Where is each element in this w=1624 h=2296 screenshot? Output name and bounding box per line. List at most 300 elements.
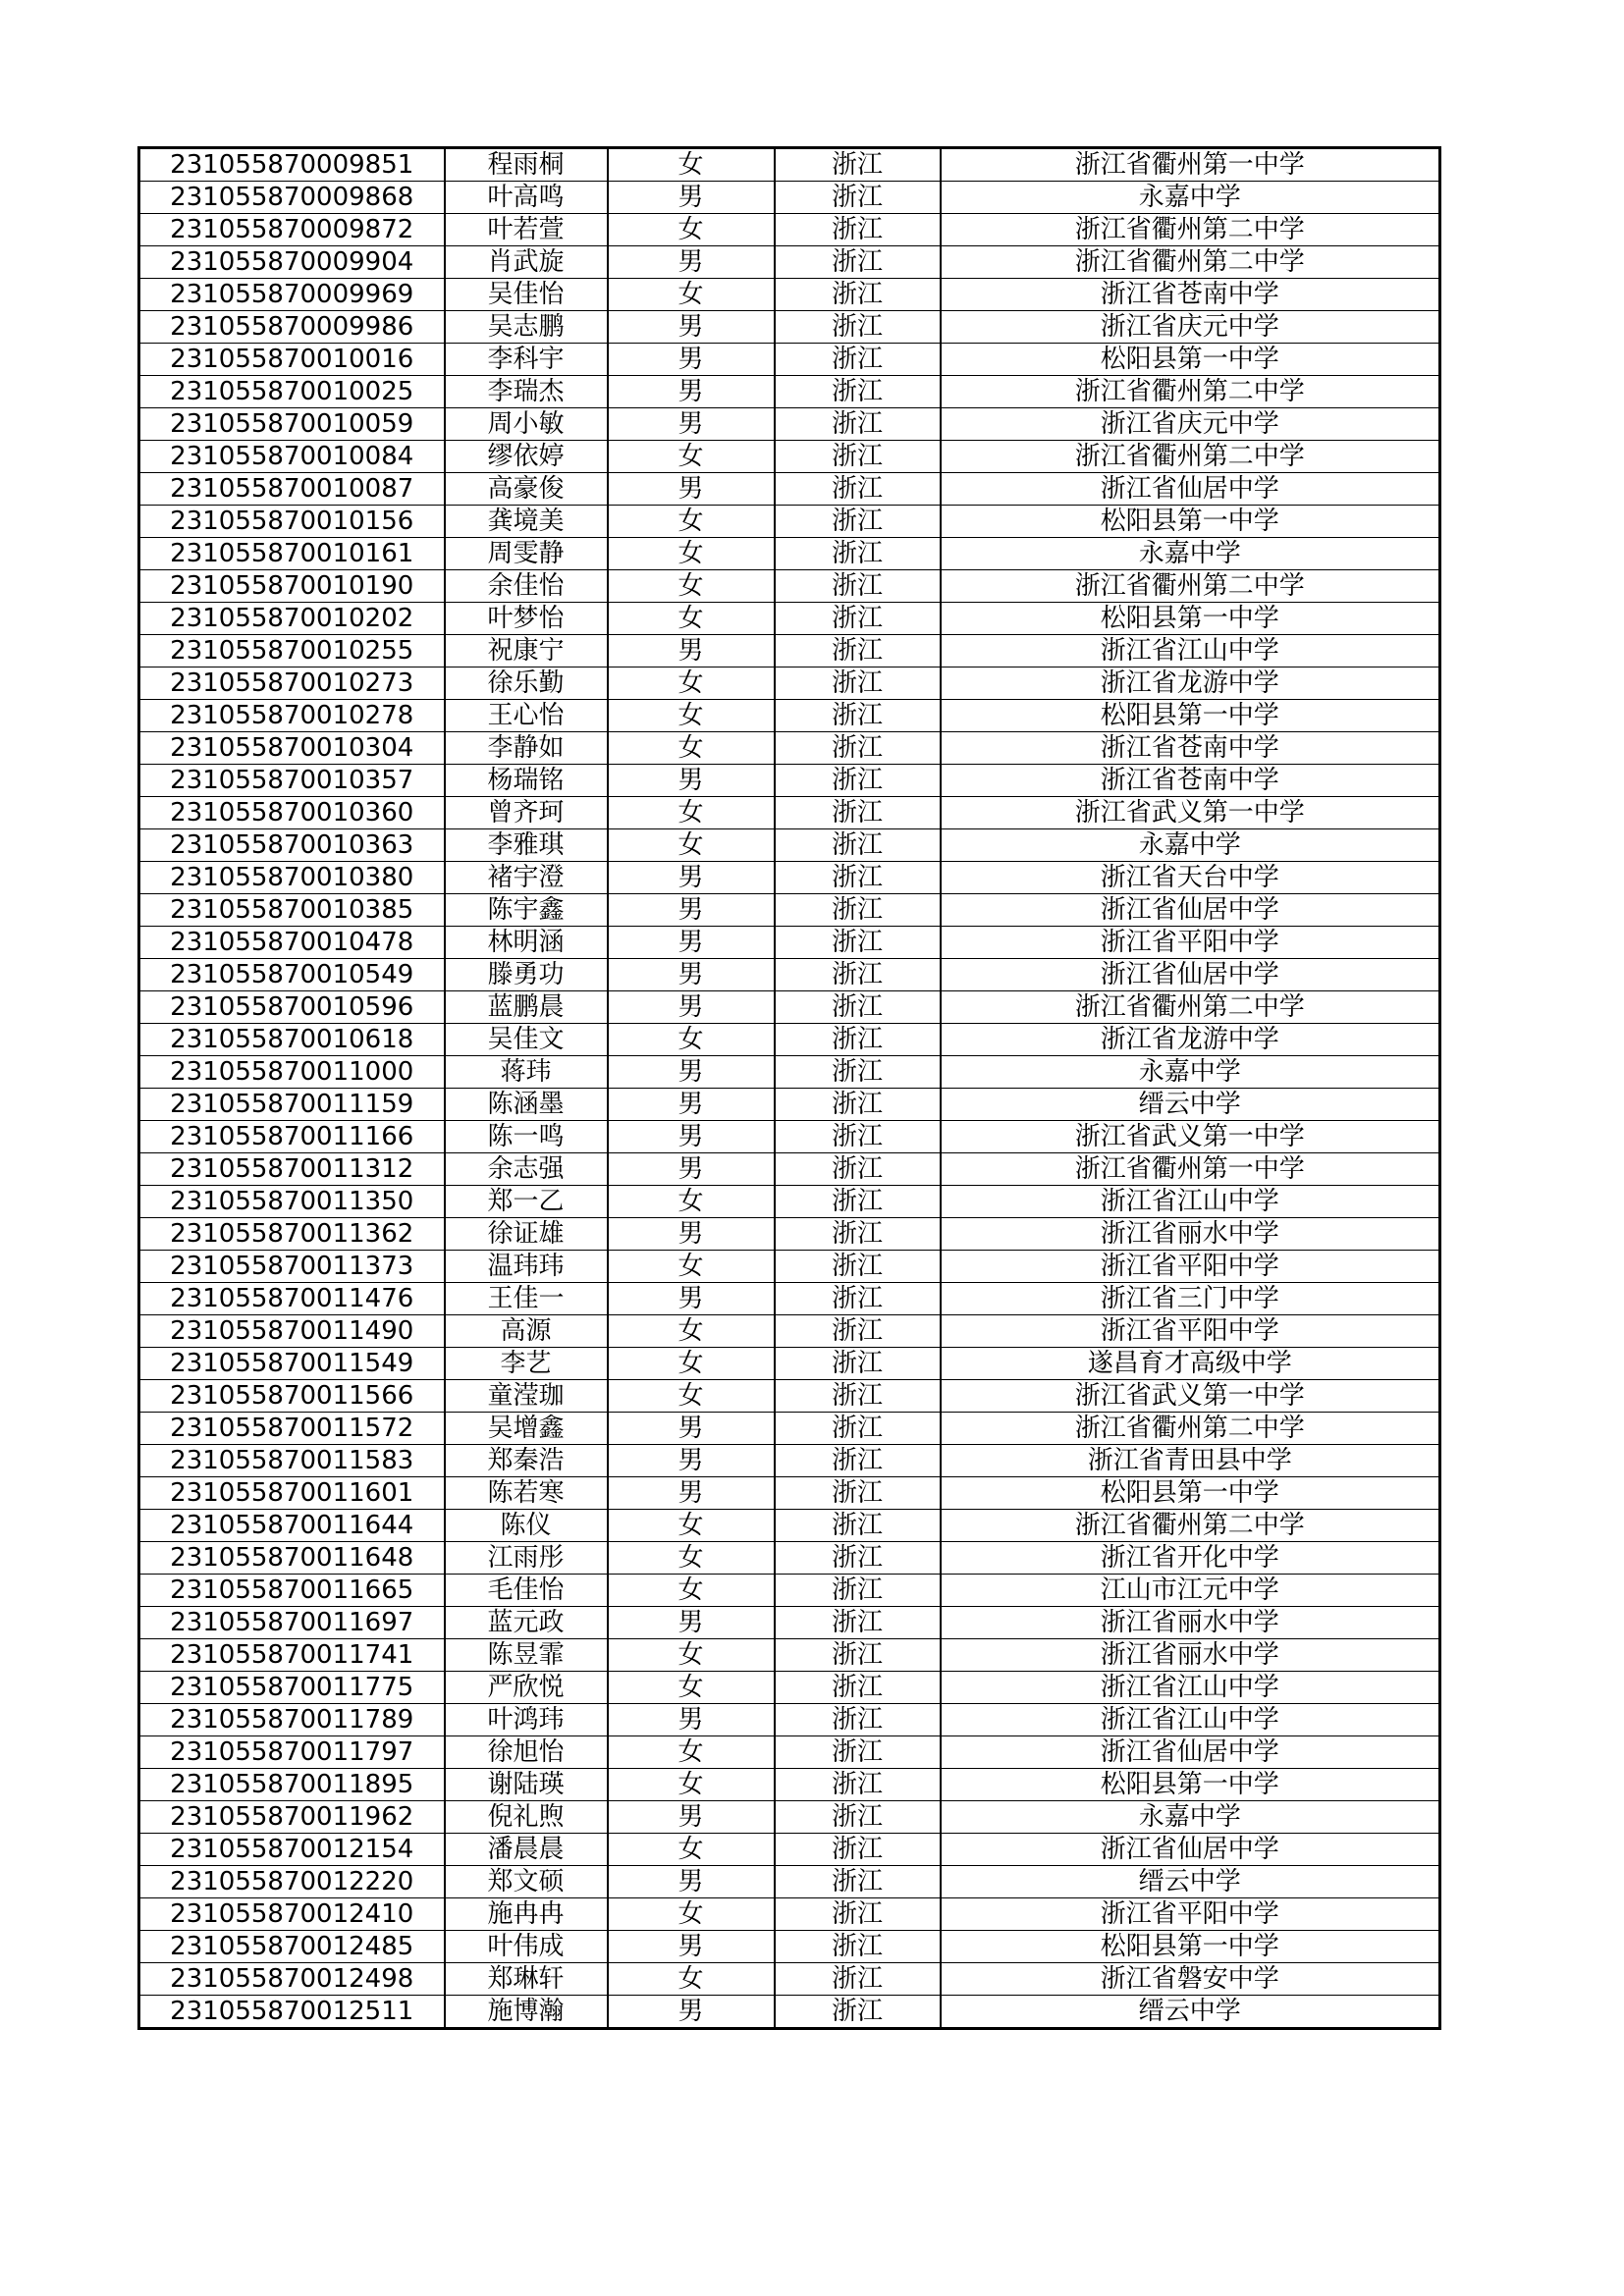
province-cell: 浙江: [775, 1834, 941, 1866]
province-cell: 浙江: [775, 1413, 941, 1445]
gender-cell: 女: [608, 1542, 775, 1575]
table-row: [139, 246, 1440, 279]
exam-id-cell: 231055870009868: [139, 182, 445, 214]
student-name-cell: 叶高鸣: [445, 182, 608, 214]
student-name-cell: 叶鸿玮: [445, 1704, 608, 1736]
school-cell: 浙江省武义第一中学: [941, 1380, 1440, 1413]
student-name-cell: 李雅琪: [445, 829, 608, 862]
student-name-cell: 吴佳文: [445, 1024, 608, 1056]
table-row: [139, 1834, 1440, 1866]
gender-cell: 女: [608, 441, 775, 473]
student-name-cell: 叶梦怡: [445, 603, 608, 635]
province-cell: 浙江: [775, 765, 941, 797]
exam-id-cell: 231055870011572: [139, 1413, 445, 1445]
gender-cell: 男: [608, 1477, 775, 1510]
table-row: [139, 1218, 1440, 1251]
school-cell: 松阳县第一中学: [941, 1477, 1440, 1510]
province-cell: 浙江: [775, 506, 941, 538]
table-row: [139, 1251, 1440, 1283]
table-row: [139, 538, 1440, 570]
student-name-cell: 吴佳怡: [445, 279, 608, 311]
exam-id-cell: 231055870010363: [139, 829, 445, 862]
table-row: [139, 279, 1440, 311]
school-cell: 浙江省平阳中学: [941, 1251, 1440, 1283]
exam-id-cell: 231055870011697: [139, 1607, 445, 1639]
gender-cell: 女: [608, 667, 775, 700]
exam-id-cell: 231055870010084: [139, 441, 445, 473]
gender-cell: 男: [608, 1996, 775, 2029]
student-name-cell: 李瑞杰: [445, 376, 608, 408]
province-cell: 浙江: [775, 1866, 941, 1898]
exam-id-cell: 231055870011549: [139, 1348, 445, 1380]
province-cell: 浙江: [775, 1898, 941, 1931]
gender-cell: 男: [608, 344, 775, 376]
table-row: [139, 1931, 1440, 1963]
gender-cell: 女: [608, 1672, 775, 1704]
student-name-cell: 潘晨晨: [445, 1834, 608, 1866]
gender-cell: 男: [608, 1445, 775, 1477]
school-cell: 遂昌育才高级中学: [941, 1348, 1440, 1380]
province-cell: 浙江: [775, 700, 941, 732]
exam-id-cell: 231055870012511: [139, 1996, 445, 2029]
gender-cell: 男: [608, 376, 775, 408]
student-name-cell: 郑琳轩: [445, 1963, 608, 1996]
exam-id-cell: 231055870012410: [139, 1898, 445, 1931]
exam-id-cell: 231055870011775: [139, 1672, 445, 1704]
exam-id-cell: 231055870011476: [139, 1283, 445, 1315]
gender-cell: 女: [608, 1315, 775, 1348]
gender-cell: 女: [608, 1024, 775, 1056]
province-cell: 浙江: [775, 603, 941, 635]
table-row: [139, 732, 1440, 765]
student-name-cell: 曾齐珂: [445, 797, 608, 829]
school-cell: 浙江省衢州第二中学: [941, 214, 1440, 246]
exam-id-cell: 231055870010161: [139, 538, 445, 570]
gender-cell: 男: [608, 1153, 775, 1186]
table-row: [139, 1898, 1440, 1931]
student-name-cell: 王佳一: [445, 1283, 608, 1315]
school-cell: 浙江省丽水中学: [941, 1607, 1440, 1639]
province-cell: 浙江: [775, 1089, 941, 1121]
school-cell: 浙江省江山中学: [941, 1186, 1440, 1218]
province-cell: 浙江: [775, 1542, 941, 1575]
school-cell: 浙江省开化中学: [941, 1542, 1440, 1575]
table-row: [139, 1089, 1440, 1121]
table-row: [139, 441, 1440, 473]
school-cell: 浙江省平阳中学: [941, 1898, 1440, 1931]
table-row: [139, 1121, 1440, 1153]
gender-cell: 女: [608, 1769, 775, 1801]
student-name-cell: 谢陆瑛: [445, 1769, 608, 1801]
province-cell: 浙江: [775, 279, 941, 311]
table-row: [139, 1736, 1440, 1769]
table-row: [139, 829, 1440, 862]
gender-cell: 男: [608, 1866, 775, 1898]
gender-cell: 男: [608, 182, 775, 214]
exam-id-cell: 231055870010156: [139, 506, 445, 538]
gender-cell: 男: [608, 1931, 775, 1963]
province-cell: 浙江: [775, 959, 941, 991]
table-row: [139, 635, 1440, 667]
student-name-cell: 蓝元政: [445, 1607, 608, 1639]
student-name-cell: 王心怡: [445, 700, 608, 732]
province-cell: 浙江: [775, 344, 941, 376]
gender-cell: 男: [608, 473, 775, 506]
table-row: [139, 376, 1440, 408]
gender-cell: 女: [608, 506, 775, 538]
table-row: [139, 797, 1440, 829]
exam-id-cell: 231055870011373: [139, 1251, 445, 1283]
exam-id-cell: 231055870010273: [139, 667, 445, 700]
gender-cell: 男: [608, 1121, 775, 1153]
school-cell: 浙江省仙居中学: [941, 473, 1440, 506]
province-cell: 浙江: [775, 732, 941, 765]
exam-id-cell: 231055870011797: [139, 1736, 445, 1769]
student-name-cell: 周雯静: [445, 538, 608, 570]
province-cell: 浙江: [775, 1672, 941, 1704]
table-row: [139, 570, 1440, 603]
school-cell: 浙江省衢州第一中学: [941, 148, 1440, 182]
school-cell: 永嘉中学: [941, 538, 1440, 570]
gender-cell: 女: [608, 1510, 775, 1542]
student-name-cell: 郑一乙: [445, 1186, 608, 1218]
gender-cell: 女: [608, 603, 775, 635]
gender-cell: 女: [608, 732, 775, 765]
gender-cell: 男: [608, 635, 775, 667]
school-cell: 浙江省丽水中学: [941, 1639, 1440, 1672]
student-name-cell: 徐证雄: [445, 1218, 608, 1251]
exam-id-cell: 231055870010596: [139, 991, 445, 1024]
province-cell: 浙江: [775, 1283, 941, 1315]
school-cell: 浙江省江山中学: [941, 1672, 1440, 1704]
province-cell: 浙江: [775, 927, 941, 959]
province-cell: 浙江: [775, 570, 941, 603]
school-cell: 松阳县第一中学: [941, 603, 1440, 635]
table-row: [139, 667, 1440, 700]
gender-cell: 女: [608, 797, 775, 829]
province-cell: 浙江: [775, 1315, 941, 1348]
gender-cell: 女: [608, 1898, 775, 1931]
province-cell: 浙江: [775, 1736, 941, 1769]
province-cell: 浙江: [775, 1024, 941, 1056]
student-name-cell: 施博瀚: [445, 1996, 608, 2029]
school-cell: 浙江省磐安中学: [941, 1963, 1440, 1996]
table-row: [139, 1056, 1440, 1089]
school-cell: 浙江省平阳中学: [941, 927, 1440, 959]
school-cell: 浙江省龙游中学: [941, 667, 1440, 700]
province-cell: 浙江: [775, 1380, 941, 1413]
student-name-cell: 褚宇澄: [445, 862, 608, 894]
exam-id-cell: 231055870011583: [139, 1445, 445, 1477]
province-cell: 浙江: [775, 1056, 941, 1089]
gender-cell: 男: [608, 1056, 775, 1089]
exam-id-cell: 231055870010278: [139, 700, 445, 732]
student-name-cell: 温玮玮: [445, 1251, 608, 1283]
exam-id-cell: 231055870011962: [139, 1801, 445, 1834]
province-cell: 浙江: [775, 1769, 941, 1801]
school-cell: 浙江省江山中学: [941, 635, 1440, 667]
exam-id-cell: 231055870010618: [139, 1024, 445, 1056]
student-name-cell: 李科宇: [445, 344, 608, 376]
gender-cell: 男: [608, 311, 775, 344]
gender-cell: 女: [608, 1348, 775, 1380]
student-name-cell: 吴志鹏: [445, 311, 608, 344]
exam-id-cell: 231055870010304: [139, 732, 445, 765]
school-cell: 浙江省三门中学: [941, 1283, 1440, 1315]
student-name-cell: 余佳怡: [445, 570, 608, 603]
gender-cell: 女: [608, 1575, 775, 1607]
province-cell: 浙江: [775, 1218, 941, 1251]
gender-cell: 女: [608, 1963, 775, 1996]
student-name-cell: 陈仪: [445, 1510, 608, 1542]
school-cell: 松阳县第一中学: [941, 1769, 1440, 1801]
gender-cell: 男: [608, 1801, 775, 1834]
student-name-cell: 江雨彤: [445, 1542, 608, 1575]
school-cell: 浙江省庆元中学: [941, 311, 1440, 344]
exam-id-cell: 231055870011159: [139, 1089, 445, 1121]
exam-id-cell: 231055870010059: [139, 408, 445, 441]
province-cell: 浙江: [775, 1445, 941, 1477]
exam-id-cell: 231055870009969: [139, 279, 445, 311]
school-cell: 松阳县第一中学: [941, 700, 1440, 732]
table-row: [139, 1283, 1440, 1315]
province-cell: 浙江: [775, 797, 941, 829]
gender-cell: 女: [608, 700, 775, 732]
exam-id-cell: 231055870010025: [139, 376, 445, 408]
table-row: [139, 1477, 1440, 1510]
student-name-cell: 徐乐勤: [445, 667, 608, 700]
province-cell: 浙江: [775, 473, 941, 506]
exam-id-cell: 231055870010087: [139, 473, 445, 506]
gender-cell: 女: [608, 570, 775, 603]
table-row: [139, 1024, 1440, 1056]
school-cell: 浙江省天台中学: [941, 862, 1440, 894]
student-name-cell: 严欣悦: [445, 1672, 608, 1704]
exam-id-cell: 231055870011166: [139, 1121, 445, 1153]
exam-id-cell: 231055870011648: [139, 1542, 445, 1575]
school-cell: 缙云中学: [941, 1866, 1440, 1898]
school-cell: 浙江省苍南中学: [941, 765, 1440, 797]
gender-cell: 男: [608, 408, 775, 441]
table-row: [139, 311, 1440, 344]
table-row: [139, 1801, 1440, 1834]
exam-id-cell: 231055870011312: [139, 1153, 445, 1186]
school-cell: 浙江省衢州第二中学: [941, 1510, 1440, 1542]
student-name-cell: 肖武旋: [445, 246, 608, 279]
exam-id-cell: 231055870010385: [139, 894, 445, 927]
province-cell: 浙江: [775, 1510, 941, 1542]
school-cell: 浙江省江山中学: [941, 1704, 1440, 1736]
exam-id-cell: 231055870012485: [139, 1931, 445, 1963]
gender-cell: 男: [608, 1607, 775, 1639]
school-cell: 浙江省武义第一中学: [941, 1121, 1440, 1153]
school-cell: 永嘉中学: [941, 182, 1440, 214]
student-name-cell: 龚境美: [445, 506, 608, 538]
exam-id-cell: 231055870011741: [139, 1639, 445, 1672]
province-cell: 浙江: [775, 1121, 941, 1153]
province-cell: 浙江: [775, 1153, 941, 1186]
province-cell: 浙江: [775, 408, 941, 441]
student-name-cell: 毛佳怡: [445, 1575, 608, 1607]
gender-cell: 男: [608, 1704, 775, 1736]
school-cell: 江山市江元中学: [941, 1575, 1440, 1607]
school-cell: 浙江省衢州第二中学: [941, 441, 1440, 473]
gender-cell: 男: [608, 991, 775, 1024]
exam-id-cell: 231055870011350: [139, 1186, 445, 1218]
gender-cell: 男: [608, 927, 775, 959]
gender-cell: 男: [608, 1218, 775, 1251]
school-cell: 浙江省衢州第二中学: [941, 376, 1440, 408]
school-cell: 浙江省仙居中学: [941, 1834, 1440, 1866]
school-cell: 浙江省仙居中学: [941, 1736, 1440, 1769]
student-name-cell: 施冉冉: [445, 1898, 608, 1931]
table-row: [139, 182, 1440, 214]
table-row: [139, 344, 1440, 376]
gender-cell: 女: [608, 1639, 775, 1672]
province-cell: 浙江: [775, 1348, 941, 1380]
school-cell: 浙江省衢州第二中学: [941, 246, 1440, 279]
exam-id-cell: 231055870010016: [139, 344, 445, 376]
exam-id-cell: 231055870010202: [139, 603, 445, 635]
gender-cell: 女: [608, 1251, 775, 1283]
table-row: [139, 603, 1440, 635]
student-name-cell: 林明涵: [445, 927, 608, 959]
province-cell: 浙江: [775, 862, 941, 894]
school-cell: 浙江省平阳中学: [941, 1315, 1440, 1348]
exam-id-cell: 231055870012220: [139, 1866, 445, 1898]
table-row: [139, 408, 1440, 441]
table-row: [139, 1607, 1440, 1639]
student-name-cell: 郑文硕: [445, 1866, 608, 1898]
province-cell: 浙江: [775, 1251, 941, 1283]
exam-id-cell: 231055870009851: [139, 148, 445, 182]
table-row: [139, 473, 1440, 506]
student-name-cell: 倪礼煦: [445, 1801, 608, 1834]
exam-id-cell: 231055870010360: [139, 797, 445, 829]
student-name-cell: 余志强: [445, 1153, 608, 1186]
gender-cell: 女: [608, 1380, 775, 1413]
student-name-cell: 高源: [445, 1315, 608, 1348]
province-cell: 浙江: [775, 148, 941, 182]
student-name-cell: 滕勇功: [445, 959, 608, 991]
exam-id-cell: 231055870009872: [139, 214, 445, 246]
school-cell: 浙江省衢州第二中学: [941, 991, 1440, 1024]
school-cell: 浙江省苍南中学: [941, 279, 1440, 311]
student-name-cell: 吴增鑫: [445, 1413, 608, 1445]
school-cell: 浙江省丽水中学: [941, 1218, 1440, 1251]
province-cell: 浙江: [775, 311, 941, 344]
province-cell: 浙江: [775, 1186, 941, 1218]
student-name-cell: 缪依婷: [445, 441, 608, 473]
gender-cell: 男: [608, 246, 775, 279]
gender-cell: 女: [608, 1736, 775, 1769]
student-name-cell: 陈昱霏: [445, 1639, 608, 1672]
gender-cell: 女: [608, 214, 775, 246]
province-cell: 浙江: [775, 1607, 941, 1639]
exam-id-cell: 231055870011490: [139, 1315, 445, 1348]
student-name-cell: 郑秦浩: [445, 1445, 608, 1477]
school-cell: 松阳县第一中学: [941, 1931, 1440, 1963]
student-name-cell: 叶伟成: [445, 1931, 608, 1963]
exam-id-cell: 231055870011789: [139, 1704, 445, 1736]
school-cell: 缙云中学: [941, 1089, 1440, 1121]
province-cell: 浙江: [775, 894, 941, 927]
table-row: [139, 1639, 1440, 1672]
school-cell: 浙江省衢州第一中学: [941, 1153, 1440, 1186]
province-cell: 浙江: [775, 441, 941, 473]
gender-cell: 女: [608, 829, 775, 862]
exam-id-cell: 231055870009904: [139, 246, 445, 279]
table-row: [139, 991, 1440, 1024]
gender-cell: 女: [608, 1186, 775, 1218]
exam-id-cell: 231055870011000: [139, 1056, 445, 1089]
student-name-cell: 祝康宁: [445, 635, 608, 667]
gender-cell: 男: [608, 1413, 775, 1445]
table-row: [139, 148, 1440, 182]
school-cell: 永嘉中学: [941, 829, 1440, 862]
exam-id-cell: 231055870011644: [139, 1510, 445, 1542]
table-row: [139, 1963, 1440, 1996]
school-cell: 浙江省武义第一中学: [941, 797, 1440, 829]
gender-cell: 女: [608, 148, 775, 182]
school-cell: 浙江省青田县中学: [941, 1445, 1440, 1477]
province-cell: 浙江: [775, 182, 941, 214]
student-name-cell: 程雨桐: [445, 148, 608, 182]
school-cell: 浙江省仙居中学: [941, 959, 1440, 991]
gender-cell: 女: [608, 538, 775, 570]
exam-id-cell: 231055870010478: [139, 927, 445, 959]
province-cell: 浙江: [775, 991, 941, 1024]
table-row: [139, 1413, 1440, 1445]
table-row: [139, 1866, 1440, 1898]
table-row: [139, 862, 1440, 894]
student-name-cell: 童滢珈: [445, 1380, 608, 1413]
gender-cell: 男: [608, 1283, 775, 1315]
table-row: [139, 765, 1440, 797]
province-cell: 浙江: [775, 1963, 941, 1996]
student-name-cell: 蓝鹏晨: [445, 991, 608, 1024]
admission-roster-table: [137, 146, 1441, 2030]
province-cell: 浙江: [775, 1996, 941, 2029]
gender-cell: 男: [608, 959, 775, 991]
table-row: [139, 1510, 1440, 1542]
table-row: [139, 1315, 1440, 1348]
table-row: [139, 1348, 1440, 1380]
province-cell: 浙江: [775, 1704, 941, 1736]
exam-id-cell: 231055870010380: [139, 862, 445, 894]
school-cell: 缙云中学: [941, 1996, 1440, 2029]
province-cell: 浙江: [775, 667, 941, 700]
table-row: [139, 1769, 1440, 1801]
gender-cell: 男: [608, 765, 775, 797]
exam-id-cell: 231055870010357: [139, 765, 445, 797]
table-row: [139, 894, 1440, 927]
exam-id-cell: 231055870011566: [139, 1380, 445, 1413]
student-name-cell: 陈一鸣: [445, 1121, 608, 1153]
table-row: [139, 1575, 1440, 1607]
exam-id-cell: 231055870011601: [139, 1477, 445, 1510]
school-cell: 永嘉中学: [941, 1801, 1440, 1834]
student-name-cell: 蒋玮: [445, 1056, 608, 1089]
exam-id-cell: 231055870009986: [139, 311, 445, 344]
table-row: [139, 927, 1440, 959]
school-cell: 永嘉中学: [941, 1056, 1440, 1089]
gender-cell: 男: [608, 894, 775, 927]
province-cell: 浙江: [775, 1931, 941, 1963]
table-row: [139, 1380, 1440, 1413]
table-row: [139, 1996, 1440, 2029]
province-cell: 浙江: [775, 1575, 941, 1607]
